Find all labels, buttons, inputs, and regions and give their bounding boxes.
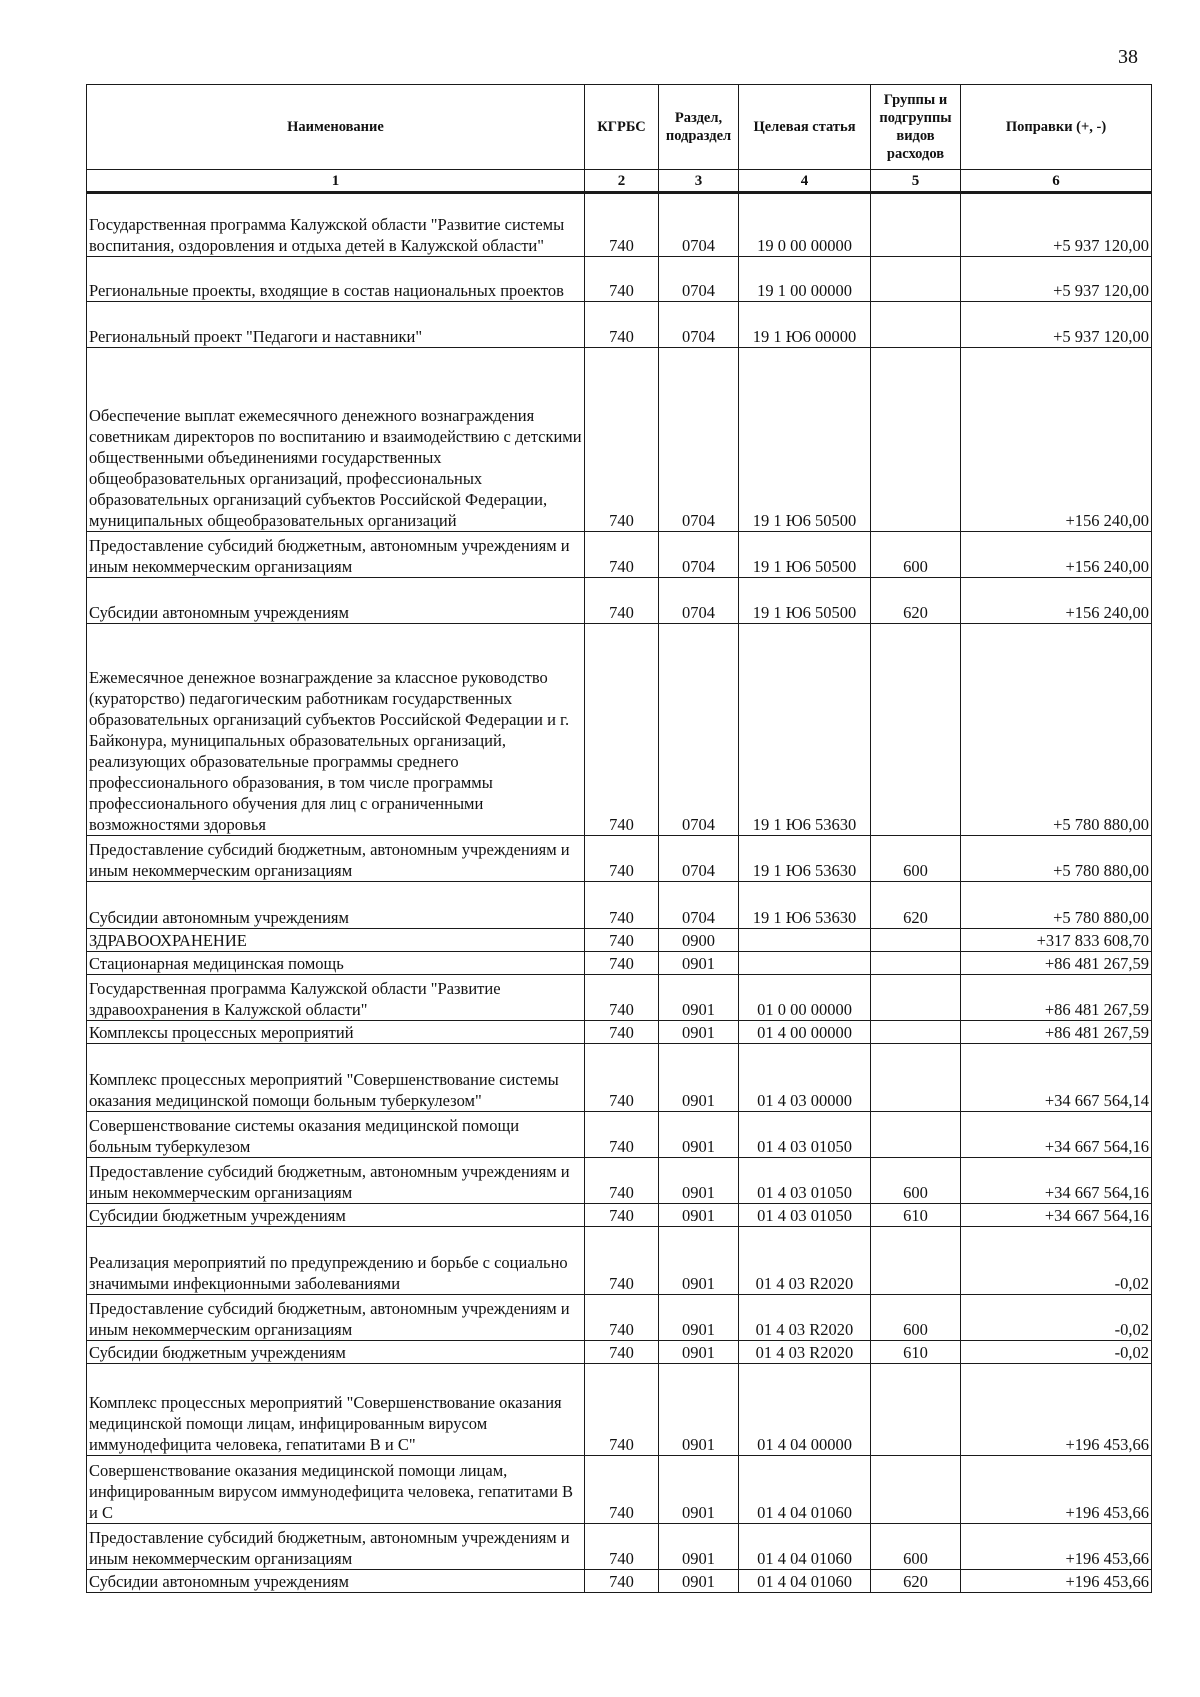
row-name: Региональный проект "Педагоги и наставники" xyxy=(87,302,585,348)
row-name: ЗДРАВООХРАНЕНИЕ xyxy=(87,929,585,952)
row-target-article: 19 0 00 00000 xyxy=(739,193,871,257)
row-target-article: 19 1 00 00000 xyxy=(739,257,871,302)
table-row xyxy=(87,1021,1152,1044)
row-name: Предоставление субсидий бюджетным, автономным учреждениям и иным некоммерческим организациям xyxy=(87,836,585,882)
row-kgrbs: 740 xyxy=(585,1021,659,1044)
row-expense-group xyxy=(871,257,961,302)
row-name: Предоставление субсидий бюджетным, автономным учреждениям и иным некоммерческим организациям xyxy=(87,1295,585,1341)
table-row xyxy=(87,193,1152,257)
row-expense-group xyxy=(871,1021,961,1044)
table-row xyxy=(87,1227,1152,1295)
row-target-article: 01 4 03 R2020 xyxy=(739,1295,871,1341)
row-name: Ежемесячное денежное вознаграждение за классное руководство (кураторство) педагогическим работникам государственных образовательных организаций субъектов Российской Федерации и г. Байконура, муниципальных образовательных организаций, реализующих образовательные программы среднего профессионального образования, в том числе программы профессионального обучения для лиц с ограниченными возможностями здоровья xyxy=(87,624,585,836)
row-kgrbs: 740 xyxy=(585,1295,659,1341)
row-expense-group xyxy=(871,1456,961,1524)
column-number: 5 xyxy=(871,170,961,193)
row-razdel: 0704 xyxy=(659,532,739,578)
row-razdel: 0704 xyxy=(659,578,739,624)
row-target-article: 01 4 03 01050 xyxy=(739,1112,871,1158)
row-target-article: 01 4 03 01050 xyxy=(739,1158,871,1204)
row-target-article: 01 4 03 01050 xyxy=(739,1204,871,1227)
row-kgrbs: 740 xyxy=(585,1204,659,1227)
row-amount: +86 481 267,59 xyxy=(961,1021,1152,1044)
row-expense-group: 610 xyxy=(871,1341,961,1364)
row-amount: -0,02 xyxy=(961,1227,1152,1295)
table-row xyxy=(87,836,1152,882)
table-row xyxy=(87,1158,1152,1204)
row-razdel: 0704 xyxy=(659,624,739,836)
row-razdel: 0704 xyxy=(659,302,739,348)
row-name: Субсидии бюджетным учреждениям xyxy=(87,1341,585,1364)
row-name: Региональные проекты, входящие в состав национальных проектов xyxy=(87,257,585,302)
row-target-article: 01 4 03 R2020 xyxy=(739,1227,871,1295)
table-row xyxy=(87,302,1152,348)
row-target-article: 01 4 04 00000 xyxy=(739,1364,871,1456)
row-target-article: 01 4 04 01060 xyxy=(739,1456,871,1524)
table-row xyxy=(87,1364,1152,1456)
table-row xyxy=(87,578,1152,624)
row-name: Государственная программа Калужской области "Развитие здравоохранения в Калужской области" xyxy=(87,975,585,1021)
table-row xyxy=(87,882,1152,929)
row-target-article: 01 0 00 00000 xyxy=(739,975,871,1021)
row-kgrbs: 740 xyxy=(585,1112,659,1158)
row-amount: +156 240,00 xyxy=(961,532,1152,578)
row-name: Стационарная медицинская помощь xyxy=(87,952,585,975)
column-number: 6 xyxy=(961,170,1152,193)
row-expense-group: 620 xyxy=(871,882,961,929)
table-row xyxy=(87,348,1152,532)
row-razdel: 0901 xyxy=(659,1021,739,1044)
row-razdel: 0901 xyxy=(659,1456,739,1524)
row-kgrbs: 740 xyxy=(585,975,659,1021)
row-kgrbs: 740 xyxy=(585,578,659,624)
row-expense-group xyxy=(871,348,961,532)
table-row xyxy=(87,257,1152,302)
table-row xyxy=(87,975,1152,1021)
header-amt: Поправки (+, -) xyxy=(961,85,1152,170)
row-amount: -0,02 xyxy=(961,1341,1152,1364)
table-row xyxy=(87,532,1152,578)
row-target-article: 19 1 Ю6 53630 xyxy=(739,836,871,882)
row-razdel: 0901 xyxy=(659,1524,739,1570)
row-expense-group xyxy=(871,1112,961,1158)
row-amount: +196 453,66 xyxy=(961,1456,1152,1524)
row-name: Совершенствование оказания медицинской помощи лицам, инфицированным вирусом иммунодефицита человека, гепатитами В и С xyxy=(87,1456,585,1524)
header-name: Наименование xyxy=(87,85,585,170)
header-razdel: Раздел, подраздел xyxy=(659,85,739,170)
row-name: Реализация мероприятий по предупреждению и борьбе с социально значимыми инфекционными заболеваниями xyxy=(87,1227,585,1295)
row-expense-group xyxy=(871,929,961,952)
row-kgrbs: 740 xyxy=(585,882,659,929)
row-target-article: 01 4 03 00000 xyxy=(739,1044,871,1112)
header-kgrbs: КГРБС xyxy=(585,85,659,170)
row-name: Субсидии автономным учреждениям xyxy=(87,578,585,624)
row-name: Обеспечение выплат ежемесячного денежного вознаграждения советникам директоров по воспитанию и взаимодействию с детскими общественными объединениями государственных общеобразовательных организаций, профессиональных образовательных организаций субъектов Российской Федерации, муниципальных общеобразовательных организаций xyxy=(87,348,585,532)
row-kgrbs: 740 xyxy=(585,836,659,882)
table-row xyxy=(87,952,1152,975)
row-name: Субсидии автономным учреждениям xyxy=(87,1570,585,1593)
row-amount: +317 833 608,70 xyxy=(961,929,1152,952)
row-amount: +196 453,66 xyxy=(961,1570,1152,1593)
page-number: 38 xyxy=(1118,46,1138,68)
row-amount: +5 937 120,00 xyxy=(961,193,1152,257)
budget-amendments-table xyxy=(86,84,1152,1593)
row-expense-group xyxy=(871,1227,961,1295)
row-expense-group xyxy=(871,1044,961,1112)
row-kgrbs: 740 xyxy=(585,348,659,532)
row-kgrbs: 740 xyxy=(585,1341,659,1364)
row-amount: -0,02 xyxy=(961,1295,1152,1341)
row-kgrbs: 740 xyxy=(585,1364,659,1456)
row-razdel: 0901 xyxy=(659,1341,739,1364)
row-amount: +34 667 564,16 xyxy=(961,1204,1152,1227)
row-target-article: 19 1 Ю6 53630 xyxy=(739,882,871,929)
row-name: Субсидии бюджетным учреждениям xyxy=(87,1204,585,1227)
table-row xyxy=(87,929,1152,952)
row-target-article: 19 1 Ю6 50500 xyxy=(739,532,871,578)
row-expense-group: 600 xyxy=(871,1524,961,1570)
header-cel: Целевая статья xyxy=(739,85,871,170)
table-row xyxy=(87,1456,1152,1524)
row-kgrbs: 740 xyxy=(585,257,659,302)
row-name: Комплекс процессных мероприятий "Совершенствование системы оказания медицинской помощи больным туберкулезом" xyxy=(87,1044,585,1112)
row-razdel: 0901 xyxy=(659,1227,739,1295)
row-razdel: 0901 xyxy=(659,952,739,975)
column-number: 1 xyxy=(87,170,585,193)
row-kgrbs: 740 xyxy=(585,1158,659,1204)
row-name: Совершенствование системы оказания медицинской помощи больным туберкулезом xyxy=(87,1112,585,1158)
row-razdel: 0901 xyxy=(659,1295,739,1341)
column-number: 2 xyxy=(585,170,659,193)
row-name: Субсидии автономным учреждениям xyxy=(87,882,585,929)
row-amount: +5 780 880,00 xyxy=(961,624,1152,836)
row-kgrbs: 740 xyxy=(585,1524,659,1570)
row-amount: +5 780 880,00 xyxy=(961,882,1152,929)
row-target-article: 19 1 Ю6 50500 xyxy=(739,348,871,532)
row-razdel: 0704 xyxy=(659,836,739,882)
header-grp: Группы и подгруппы видов расходов xyxy=(871,85,961,170)
row-amount: +86 481 267,59 xyxy=(961,952,1152,975)
row-razdel: 0704 xyxy=(659,193,739,257)
row-target-article: 19 1 Ю6 50500 xyxy=(739,578,871,624)
row-kgrbs: 740 xyxy=(585,302,659,348)
row-razdel: 0704 xyxy=(659,257,739,302)
row-amount: +34 667 564,16 xyxy=(961,1158,1152,1204)
row-expense-group xyxy=(871,952,961,975)
row-amount: +34 667 564,16 xyxy=(961,1112,1152,1158)
row-amount: +156 240,00 xyxy=(961,578,1152,624)
row-razdel: 0901 xyxy=(659,1364,739,1456)
table-row xyxy=(87,1112,1152,1158)
row-expense-group: 600 xyxy=(871,836,961,882)
row-target-article: 01 4 04 01060 xyxy=(739,1570,871,1593)
row-razdel: 0704 xyxy=(659,348,739,532)
row-name: Предоставление субсидий бюджетным, автономным учреждениям и иным некоммерческим организациям xyxy=(87,1524,585,1570)
table-row xyxy=(87,1524,1152,1570)
row-razdel: 0901 xyxy=(659,1044,739,1112)
row-razdel: 0900 xyxy=(659,929,739,952)
row-target-article: 01 4 03 R2020 xyxy=(739,1341,871,1364)
row-name: Комплексы процессных мероприятий xyxy=(87,1021,585,1044)
row-expense-group: 600 xyxy=(871,1295,961,1341)
row-expense-group xyxy=(871,624,961,836)
row-expense-group xyxy=(871,302,961,348)
row-amount: +196 453,66 xyxy=(961,1524,1152,1570)
row-kgrbs: 740 xyxy=(585,1227,659,1295)
row-expense-group xyxy=(871,975,961,1021)
row-target-article: 01 4 04 01060 xyxy=(739,1524,871,1570)
row-expense-group: 610 xyxy=(871,1204,961,1227)
row-kgrbs: 740 xyxy=(585,952,659,975)
row-razdel: 0901 xyxy=(659,1570,739,1593)
table-row xyxy=(87,1341,1152,1364)
row-razdel: 0704 xyxy=(659,882,739,929)
row-amount: +86 481 267,59 xyxy=(961,975,1152,1021)
row-expense-group xyxy=(871,193,961,257)
row-razdel: 0901 xyxy=(659,1204,739,1227)
row-amount: +196 453,66 xyxy=(961,1364,1152,1456)
row-expense-group: 620 xyxy=(871,1570,961,1593)
row-amount: +34 667 564,14 xyxy=(961,1044,1152,1112)
row-kgrbs: 740 xyxy=(585,1456,659,1524)
row-target-article xyxy=(739,952,871,975)
row-kgrbs: 740 xyxy=(585,624,659,836)
table-row xyxy=(87,1204,1152,1227)
row-name: Комплекс процессных мероприятий "Совершенствование оказания медицинской помощи лицам, инфицированным вирусом иммунодефицита человека, гепатитами В и С" xyxy=(87,1364,585,1456)
row-kgrbs: 740 xyxy=(585,1570,659,1593)
row-razdel: 0901 xyxy=(659,1112,739,1158)
row-expense-group: 620 xyxy=(871,578,961,624)
table-row xyxy=(87,1044,1152,1112)
row-kgrbs: 740 xyxy=(585,929,659,952)
row-amount: +5 937 120,00 xyxy=(961,302,1152,348)
row-expense-group xyxy=(871,1364,961,1456)
row-razdel: 0901 xyxy=(659,1158,739,1204)
row-kgrbs: 740 xyxy=(585,532,659,578)
row-name: Предоставление субсидий бюджетным, автономным учреждениям и иным некоммерческим организациям xyxy=(87,1158,585,1204)
row-target-article: 01 4 00 00000 xyxy=(739,1021,871,1044)
row-expense-group: 600 xyxy=(871,1158,961,1204)
row-target-article: 19 1 Ю6 53630 xyxy=(739,624,871,836)
column-number: 4 xyxy=(739,170,871,193)
row-target-article xyxy=(739,929,871,952)
column-number: 3 xyxy=(659,170,739,193)
row-razdel: 0901 xyxy=(659,975,739,1021)
table-row xyxy=(87,1570,1152,1593)
row-amount: +5 780 880,00 xyxy=(961,836,1152,882)
row-kgrbs: 740 xyxy=(585,1044,659,1112)
row-amount: +5 937 120,00 xyxy=(961,257,1152,302)
row-expense-group: 600 xyxy=(871,532,961,578)
row-target-article: 19 1 Ю6 00000 xyxy=(739,302,871,348)
row-name: Государственная программа Калужской области "Развитие системы воспитания, оздоровления и отдыха детей в Калужской области" xyxy=(87,193,585,257)
row-amount: +156 240,00 xyxy=(961,348,1152,532)
table-row xyxy=(87,1295,1152,1341)
table-row xyxy=(87,624,1152,836)
row-name: Предоставление субсидий бюджетным, автономным учреждениям и иным некоммерческим организациям xyxy=(87,532,585,578)
row-kgrbs: 740 xyxy=(585,193,659,257)
